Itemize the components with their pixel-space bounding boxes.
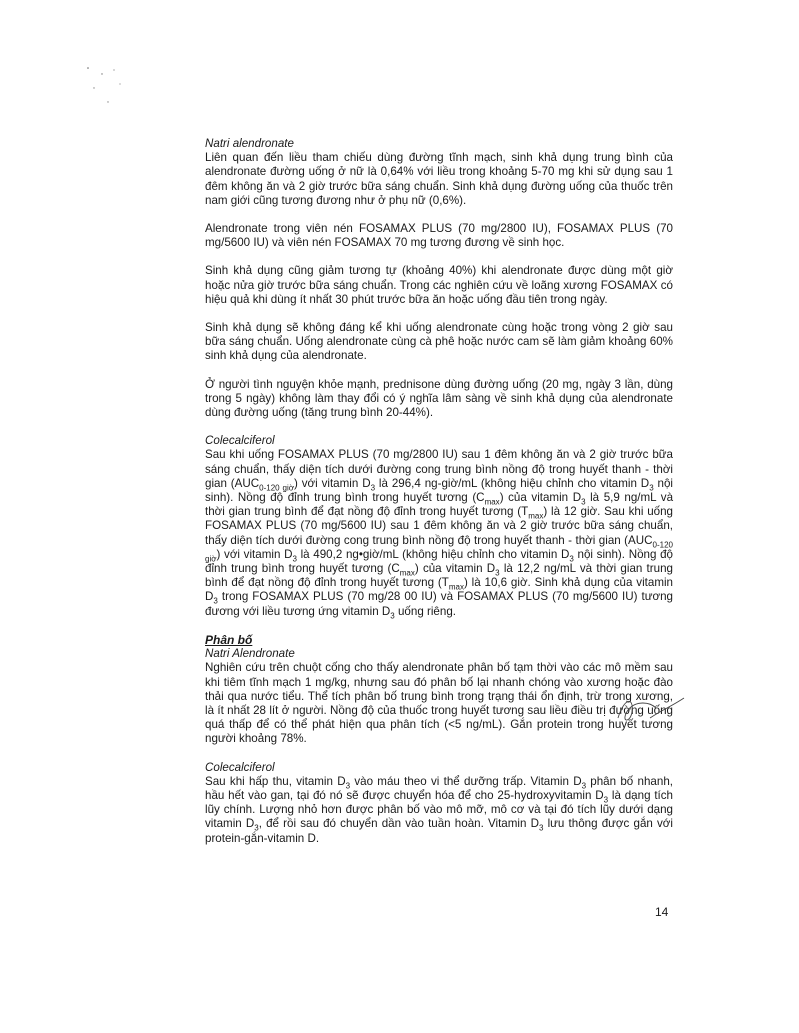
paragraph-bioequivalence: Alendronate trong viên nén FOSAMAX PLUS (70 mg/2800 IU), FOSAMAX PLUS (70 mg/5600 IU) và viên nén FOSAMAX 70 mg tương đương về sinh học. <box>205 222 673 250</box>
paragraph-food-effect: Sinh khả dụng sẽ không đáng kể khi uống alendronate cùng hoặc trong vòng 2 giờ sau bữa sáng chuẩn. Uống alendronate cùng cà phê hoặc nước cam sẽ làm giảm khoảng 60% sinh khả dụng của alendronate. <box>205 321 673 363</box>
paragraph-bioavailability: Liên quan đến liều tham chiếu dùng đường tĩnh mạch, sinh khả dụng trung bình của alendronate đường uống ở nữ là 0,64% với liều trong khoảng 5-70 mg khi sử dụng sau 1 đêm không ăn và 2 giờ trước bữa sáng chuẩn. Sinh khả dụng đường uống của thuốc trên nam giới cũng tương đương như ở phụ nữ (0,6%). <box>205 151 673 207</box>
paragraph-colecalciferol-distribution: Sau khi hấp thu, vitamin $D_3$ vào máu theo vi thể dưỡng trấp. Vitamin $D_3$ phân bố nhanh, hầu hết vào gan, tại đó nó sẽ được chuyển hóa để cho 25-hydroxyvitamin $D_3$ là dạng tích lũy chính. Lượng nhỏ hơn được phân bố vào mô mỡ, mô cơ và tại đó tích lũy dưới dạng vitamin $D_3$, để rồi sau đó chuyển dần vào tuần hoàn. Vitamin $D_3$ lưu thông được gắn với protein-gắn-vitamin D. <box>205 774 674 845</box>
subhead-colecalciferol-distribution: Colecalciferol <box>205 760 275 774</box>
page-number: 14 <box>655 905 669 919</box>
paragraph-colecalciferol-absorption: Sau khi uống FOSAMAX PLUS (70 mg/2800 IU) sau 1 đêm không ăn và 2 giờ trước bữa sáng chuẩn, thấy diện tích dưới đường cong trung bình nồng độ trong huyết thanh - thời gian $(AUC_{0-120 giờ})$ với vitamin $D_3$ là 296,4 ng-giờ/mL (không hiệu chỉnh cho vitamin $D_3$ nội sinh). Nồng độ đỉnh trung bình trong huyết tương $(C_{max})$ của vitamin $D_3$ là 5,9 ng/mL và thời gian trung bình để đạt nồng độ đỉnh trong huyết tương $(T_{max})$ là 12 giờ. Sau khi uống FOSAMAX PLUS (70 mg/5600 IU) sau 1 đêm không ăn và 2 giờ trước bữa sáng chuẩn, thấy diện tích dưới đường cong trung bình nồng độ trong huyết thanh - thời gian $(AUC_{0-120 giờ})$ với vitamin $D_3$ là 490,2 ng•giờ/mL (không hiệu chỉnh cho vitamin $D_3$ nội sinh). Nồng độ đỉnh trung bình trong huyết tương $(C_{max})$ của vitamin $D_3$ là 12,2 ng/mL và thời gian trung bình để đạt nồng độ đỉnh trong huyết tương $(T_{max})$ là 10,6 giờ. Sinh khả dụng của vitamin $D_3$ trong FOSAMAX PLUS (70 mg/28 00 IU) và FOSAMAX PLUS (70 mg/5600 IU) tương đương với liều tương ứng vitamin $D_3$ uống riêng. <box>205 448 674 620</box>
subhead-natri-alendronate: Natri alendronate <box>205 137 294 150</box>
handwritten-mark <box>610 688 690 738</box>
paragraph-timing: Sinh khả dụng cũng giảm tương tự (khoảng 40%) khi alendronate được dùng một giờ hoặc nửa giờ trước bữa sáng chuẩn. Trong các nghiên cứu về loãng xương FOSAMAX có hiệu quả khi dùng ít nhất 30 phút trước bữa ăn hoặc uống đầu tiên trong ngày. <box>205 264 673 306</box>
subhead-natri-alendronate-distribution: Natri Alendronate <box>205 647 295 661</box>
paragraph-alendronate-distribution: Nghiên cứu trên chuột cống cho thấy alendronate phân bố tạm thời vào các mô mềm sau khi tiêm tĩnh mạch 1 mg/kg, nhưng sau đó phân bố lại nhanh chóng vào xương hoặc đào thải qua nước tiểu. Thể tích phân bố trung bình trong trạng thái ổn định, trừ trong xương, là ít nhất 28 lít ở người. Nồng độ của thuốc trong huyết tương sau liều điều trị đường uống quá thấp để có thể phát hiện qua phân tích (<5 ng/mL). Gắn protein trong huyết tương người khoảng 78%. <box>205 661 673 746</box>
paragraph-prednisone: Ở người tình nguyện khỏe mạnh, prednisone dùng đường uống (20 mg, ngày 3 lần, dùng trong 5 ngày) không làm thay đổi có ý nghĩa lâm sàng về sinh khả dụng của alendronate dùng đường uống (tăng trung bình 20-44%). <box>205 377 673 420</box>
subhead-colecalciferol: Colecalciferol <box>205 434 275 448</box>
document-body <box>205 137 673 846</box>
section-heading-distribution: Phân bố <box>205 632 253 647</box>
scan-specks <box>80 62 140 112</box>
